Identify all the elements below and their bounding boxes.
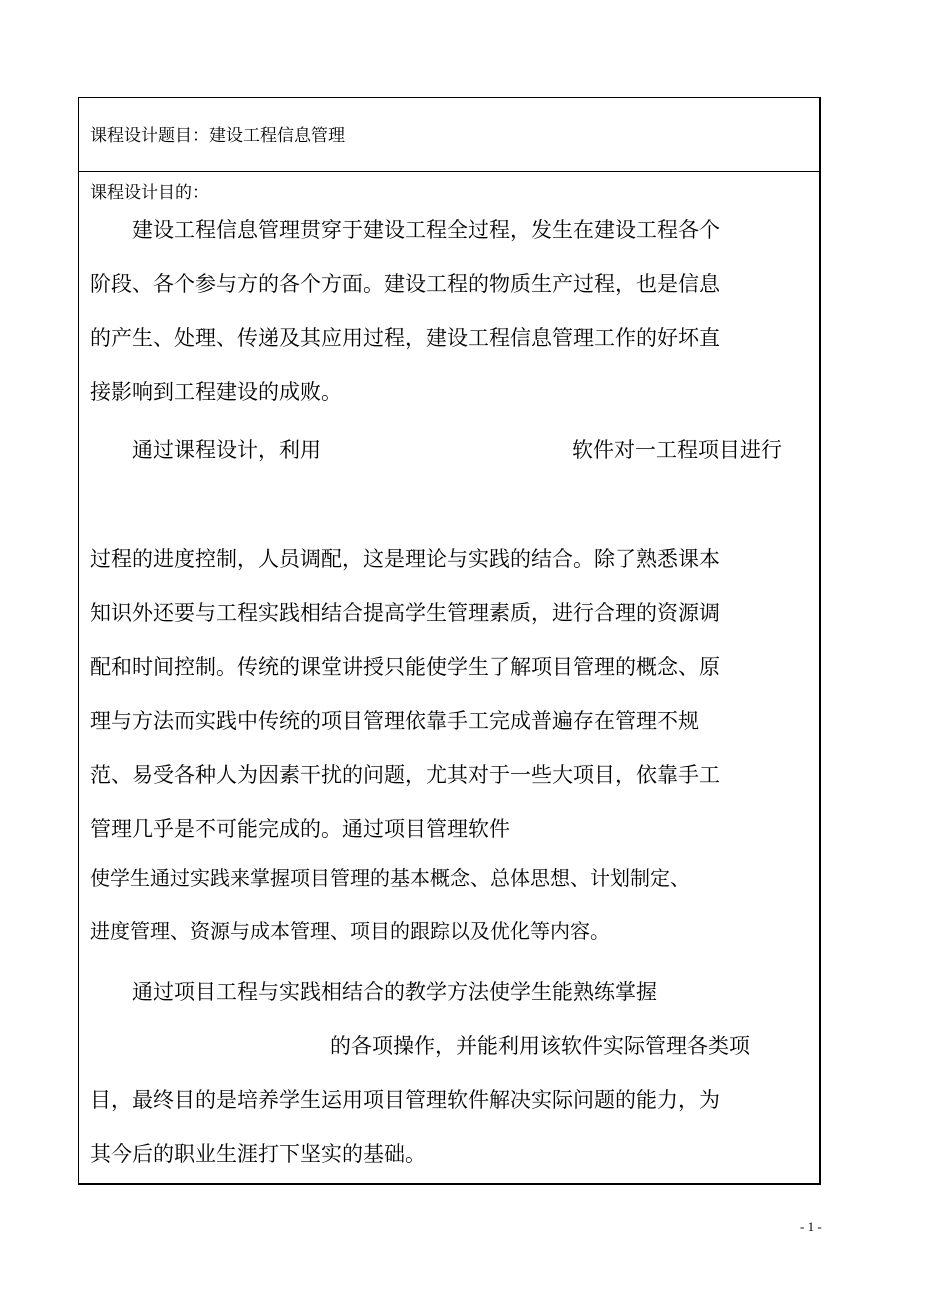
paragraph-line: 的各项操作，并能利用该软件实际管理各类项 <box>330 1034 750 1058</box>
paragraph-line: 的产生、处理、传递及其应用过程，建设工程信息管理工作的好坏直 <box>90 326 720 350</box>
paragraph-line: 配和时间控制。传统的课堂讲授只能使学生了解项目管理的概念、原 <box>90 655 720 679</box>
purpose-label: 课程设计目的： <box>90 183 209 203</box>
paragraph-line: 建设工程信息管理贯穿于建设工程全过程，发生在建设工程各个 <box>132 218 720 242</box>
paragraph-line: 范、易受各种人为因素干扰的问题，尤其对于一些大项目，依靠手工 <box>90 763 720 787</box>
paragraph-line: 阶段、各个参与方的各个方面。建设工程的物质生产过程，也是信息 <box>90 272 720 296</box>
paragraph-line: 接影响到工程建设的成败。 <box>90 380 342 404</box>
paragraph-line: 知识外还要与工程实践相结合提高学生管理素质，进行合理的资源调 <box>90 601 720 625</box>
paragraph-line: 理与方法而实践中传统的项目管理依靠手工完成普遍存在管理不规 <box>90 709 699 733</box>
paragraph-line: 进度管理、资源与成本管理、项目的跟踪以及优化等内容。 <box>90 919 610 943</box>
paragraph-line: 过程的进度控制，人员调配，这是理论与实践的结合。除了熟悉课本 <box>90 547 720 571</box>
row-divider <box>78 171 821 172</box>
paragraph-line: 通过课程设计，利用 <box>132 438 321 462</box>
page-number: - 1 - <box>800 1219 822 1234</box>
paragraph-line: 使学生通过实践来掌握项目管理的基本概念、总体思想、计划制定、 <box>90 866 690 890</box>
paragraph-line: 软件对一工程项目进行 <box>572 438 782 462</box>
paragraph-line: 管理几乎是不可能完成的。通过项目管理软件 <box>90 817 510 841</box>
table-border <box>78 97 821 1185</box>
course-title: 课程设计题目：建设工程信息管理 <box>90 126 345 146</box>
paragraph-line: 通过项目工程与实践相结合的教学方法使学生能熟练掌握 <box>132 980 657 1004</box>
paragraph-line: 目，最终目的是培养学生运用项目管理软件解决实际问题的能力，为 <box>90 1088 720 1112</box>
paragraph-line: 其今后的职业生涯打下坚实的基础。 <box>90 1142 426 1166</box>
